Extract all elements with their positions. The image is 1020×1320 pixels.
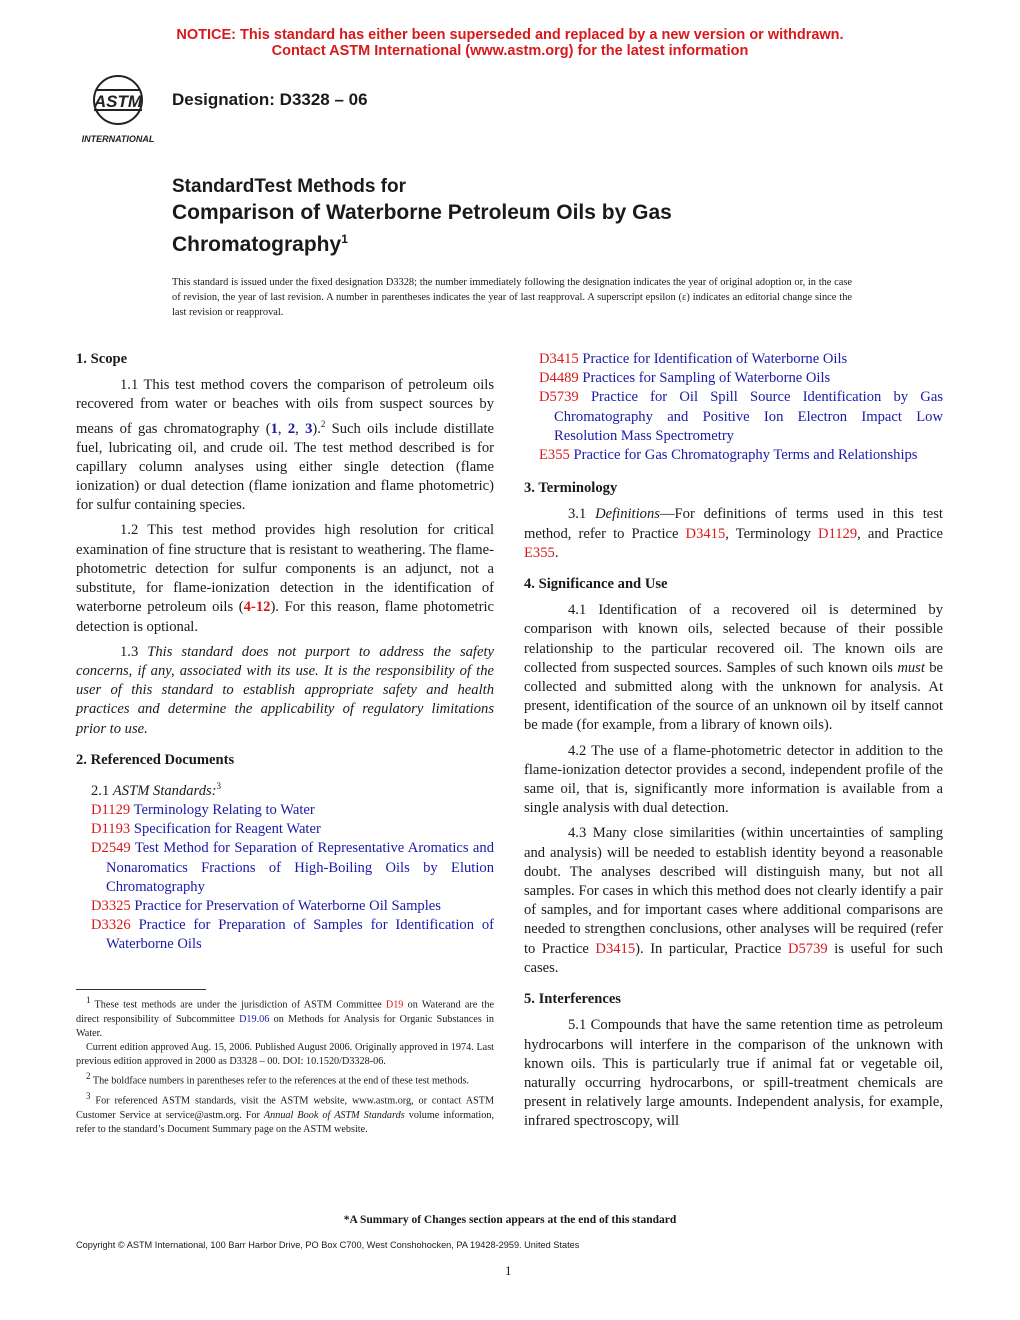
logo-subtext: INTERNATIONAL (81, 134, 155, 144)
ref-link-d5739[interactable]: D5739 (787, 940, 828, 957)
summary-of-changes-note: *A Summary of Changes section appears at the end of this standard (343, 1214, 677, 1226)
notice-line-2: Contact ASTM International (www.astm.org) for the latest information (271, 43, 749, 59)
ref-title[interactable]: Practice for Identification of Waterborne Oils (582, 351, 848, 367)
withdrawal-notice (0, 27, 1020, 59)
paragraph-4-3: 4.3 Many close similarities (within uncertainties of sampling and analysis) will be needed to establish identity beyond a reasonable doubt. The analyses described will distinguish many, but not all samples. For cases in which this method does not clearly identify a pair of samples, and for important cases where additional comparisons are needed to strengthen conclusions, other analyses will be required (refer to Practice D3415). In particular, Practice D5739 is useful for such cases. (524, 825, 943, 976)
page-number: 1 (505, 1263, 512, 1278)
ref-item[interactable] (524, 388, 943, 446)
footnotes (76, 993, 494, 1137)
paragraph-5-1: 5.1 Compounds that have the same retention time as petroleum hydrocarbons will interfere in the comparison of the unknown with known oils. This is particularly true if animal fat or vegetable oil, naturally occurring hydrocarbons, or spill-treatment chemicals are present in relatively large amounts. Independent analysis, for example, infrared spectroscopy, will (524, 1017, 943, 1130)
ref-title[interactable]: Practice for Oil Spill Source Identification by Gas Chromatography and Positive Ion Electron Impact Low Resolution Mass Spectrometry (554, 389, 943, 444)
referenced-intro: 2.1 ASTM Standards:$^3$ (91, 780, 222, 799)
ref-title[interactable]: Practice for Preservation of Waterborne Oil Samples (134, 898, 441, 914)
section-heading-significance: 4. Significance and Use (524, 576, 668, 593)
ref-title[interactable]: Practice for Preparation of Samples for Identification of Waterborne Oils (106, 917, 494, 953)
ref-code[interactable]: D1129 (91, 801, 131, 818)
astm-logo (72, 70, 164, 150)
astm-logo-icon (72, 70, 164, 150)
right-column (524, 350, 943, 1138)
ref-link-1[interactable]: 1 (270, 420, 278, 437)
copyright: Copyright © ASTM International, 100 Barr Harbor Drive, PO Box C700, West Conshohocken, PA 19428-2959. United States (76, 1240, 580, 1250)
notice-line-1: NOTICE: This standard has either been superseded and replaced by a new version or withdrawn. (176, 27, 844, 43)
paragraph-1-3: 1.3 This standard does not purport to address the safety concerns, if any, associated with its use. It is the responsibility of the user of this standard to establish appropriate safety and health practices and determine the applicability of regulatory limitations prior to use. (76, 643, 494, 737)
ref-link-d1129[interactable]: D1129 (817, 525, 858, 542)
designation: Designation: D3328 – 06 (172, 90, 368, 109)
ref-link-d3415[interactable]: D3415 (685, 525, 726, 542)
footnote-1-approval: Current edition approved Aug. 15, 2006. Published August 2006. Originally approved in 1974. Last previous edition approved in 2000 as D3328 – 00. DOI: 10.1520/D3328-06. (76, 1042, 494, 1068)
ref-title[interactable]: Specification for Reagent Water (133, 821, 321, 838)
title-footnote-mark: 1 (341, 232, 348, 246)
committee-link[interactable]: D19 (385, 999, 404, 1011)
ref-link-3[interactable]: 3 (305, 420, 313, 437)
logo-text: ASTM (93, 92, 143, 111)
subcommittee-link[interactable]: D19.06 (239, 1013, 270, 1025)
ref-title[interactable]: Practices for Sampling of Waterborne Oils (582, 370, 831, 387)
ref-item[interactable] (76, 839, 494, 897)
footnote-1: $^1$ These test methods are under the jurisdiction of ASTM Committee D19 on Waterand are the direct responsibility of Subcommittee D19.06 on Methods for Analysis for Organic Substances in Water. (76, 995, 494, 1039)
title-line-3: Chromatography$^1$ (172, 232, 348, 256)
ref-link-4-12[interactable]: 4-12 (243, 599, 271, 616)
section-heading-interferences: 5. Interferences (524, 991, 621, 1008)
footnote-divider (76, 989, 206, 990)
ref-code[interactable]: D3326 (91, 917, 131, 934)
title-line-2: Comparison of Waterborne Petroleum Oils by Gas (172, 201, 672, 224)
ref-link-2[interactable]: 2 (287, 420, 296, 437)
paragraph-4-2: 4.2 The use of a flame-photometric detector in addition to the flame-ionization detector provides a second, independent profile of the same oil, that is, significantly more information is available from a single analysis with dual detection. (524, 742, 943, 817)
ref-code[interactable]: D5739 (539, 389, 579, 406)
issue-note: This standard is issued under the fixed designation D3328; the number immediately following the designation indicates the year of original adoption or, in the case of revision, the year of last revision. A number in parentheses indicates the year of last reapproval. A superscript epsilon (ε) indicates an editorial change since the last revision or reapproval. (172, 277, 852, 318)
ref-link-e355[interactable]: E355 (524, 544, 555, 561)
ref-item[interactable] (524, 369, 943, 388)
ref-title[interactable]: Test Method for Separation of Representative Aromatics and Nonaromatics Fractions of High-Boiling Oils by Elution Chromatography (106, 840, 494, 895)
paragraph-4-1: 4.1 Identification of a recovered oil is determined by comparison with known oils, selected because of their possible relationship to the particular recovered oil. The known oils are collected from suspected sources. Samples of such known oils must be collected and submitted along with the unknown for analysis. At present, identification of the source of an unknown oil by itself cannot be made (for example, from a library of known oils). (524, 602, 943, 734)
ref-link-d3415[interactable]: D3415 (595, 940, 636, 957)
left-column (76, 350, 494, 955)
paragraph-1-1: 1.1 This test method covers the comparison of petroleum oils recovered from water or beaches with oils from suspect sources by means of gas chromatography (1, 2, 3).$^2$ Such oils include distillate fuel, lubricating oil, and crude oil. The test method described is for capillary column analyses using either single detection (flame ionization) or dual detection (flame ionization and flame photometric) for sulfur containing species. (76, 377, 495, 514)
ref-item[interactable] (76, 897, 494, 916)
section-heading-terminology: 3. Terminology (524, 480, 618, 497)
paragraph-1-2: 1.2 This test method provides high resolution for critical examination of fine structure that is resistant to weathering. The flame-photometric detection for sulfur components is an adjunct, not a substitute, for flame-ionization detection in the identification of waterborne petroleum oils (4-12). For this reason, flame photometric detection is optional. (76, 522, 494, 635)
ref-code[interactable]: E355 (539, 447, 570, 464)
ref-title[interactable]: Terminology Relating to Water (133, 801, 315, 818)
ref-code[interactable]: D3415 (539, 351, 579, 367)
footnote-2: $^2$ The boldface numbers in parentheses refer to the references at the end of these test methods. (86, 1071, 470, 1087)
section-heading-referenced: 2. Referenced Documents (76, 751, 235, 768)
section-heading-scope: 1. Scope (76, 351, 128, 367)
ref-item[interactable] (76, 801, 494, 820)
title-line-1: StandardTest Methods for (172, 176, 406, 197)
ref-code[interactable]: D3325 (91, 898, 131, 914)
ref-code[interactable]: D4489 (539, 370, 579, 387)
ref-code[interactable]: D2549 (91, 840, 131, 857)
ref-item[interactable] (76, 820, 494, 839)
ref-item[interactable] (76, 916, 494, 954)
paragraph-3-1: 3.1 Definitions—For definitions of terms used in this test method, refer to Practice D3415, Terminology D1129, and Practice E355. (524, 506, 943, 561)
ref-item[interactable] (524, 446, 943, 465)
ref-title[interactable]: Practice for Gas Chromatography Terms and Relationships (573, 447, 918, 464)
footnote-3: $^3$ For referenced ASTM standards, visit the ASTM website, www.astm.org, or contact ASTM Customer Service at service@astm.org. For Annual Book of ASTM Standards volume information, refer to the standard’s Document Summary page on the ASTM website. (76, 1091, 494, 1135)
ref-code[interactable]: D1193 (91, 821, 131, 838)
ref-item[interactable] (524, 350, 943, 369)
document-title (172, 174, 672, 258)
